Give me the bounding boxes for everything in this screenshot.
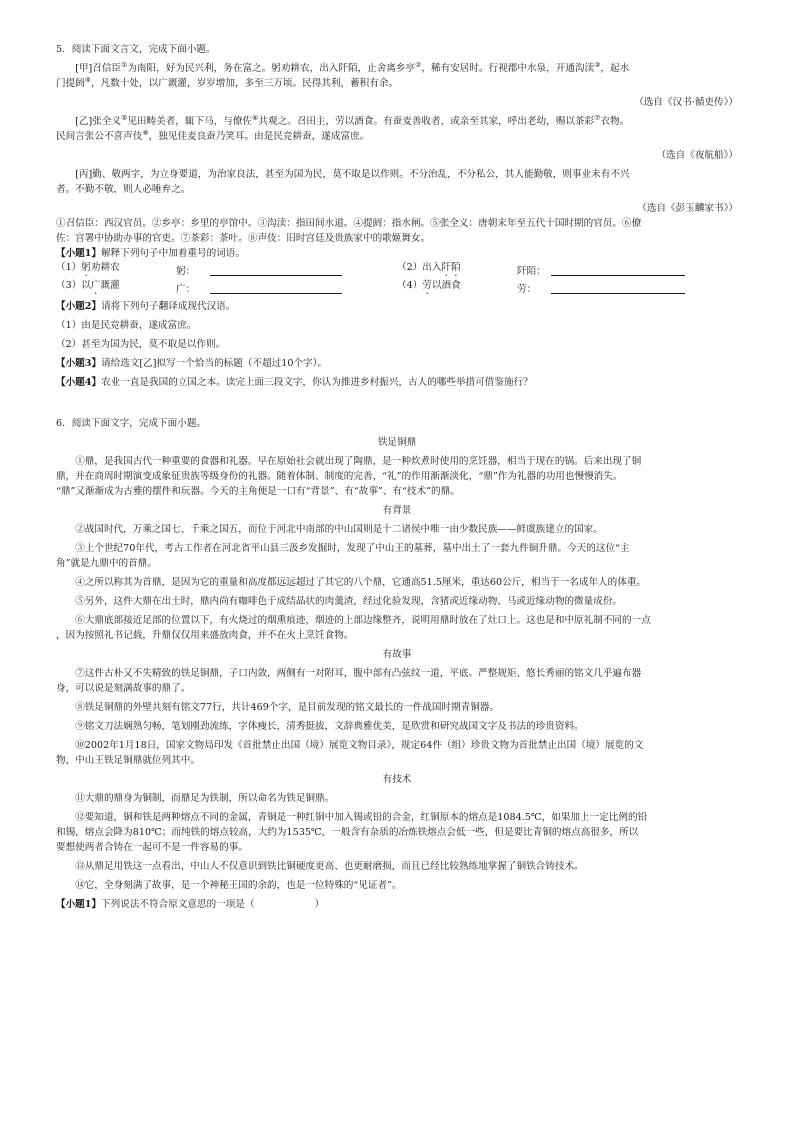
para-1-line2: 鼎，并在商周时期演变成象征贵族等级身份的礼器。随着体制、制度的完善，“礼”的作用渐渐淡化，“鼎”作为礼器的功用也慢慢消失。 <box>56 471 623 482</box>
para-12-line1: ⑫要知道，铜和铁是两种熔点不同的金属，青铜是一种红铜中加入锡或铅的合金，红铜原本的熔点是1084.5℃，如果加上一定比例的铅 <box>75 812 648 823</box>
q6-sub1: 【小题1】下列说法不符合原文意思的一项是（ ） <box>56 899 325 910</box>
para-14: ⑭它，全身刻满了故事，是一个神秘王国的余韵，也是一位特殊的“见证者”。 <box>75 880 402 891</box>
answer-blank-1[interactable] <box>210 274 342 276</box>
sub1-item-3: （3）以广溉灌 广： <box>56 278 397 297</box>
sub1-item-1: （1）躬劝耕农 躬： <box>56 260 397 279</box>
answer-blank-3[interactable] <box>210 292 342 294</box>
answer-blank-2[interactable] <box>551 274 685 276</box>
passage-bing-line1: [丙]勤、敬两字，为立身要道，为治家良法，甚至为国为民，莫不取是以作则。不分治乱，不分私公，其人能勤敬，则事业未有不兴 <box>75 169 630 180</box>
q5-stem: 5．阅读下面文言文，完成下面小题。 <box>56 44 216 55</box>
para-7-line1: ⑦这件古朴又不失精致的铁足铜鼎，子口内敛，两侧有一对附耳，腹中部有凸弦纹一道，平底。严整规矩、悠长秀丽的铭文几乎遍布器 <box>75 668 642 679</box>
section-heading-background: 有背景 <box>382 505 412 516</box>
passage-jia-source: （选自《汉书·循吏传》） <box>634 97 738 108</box>
para-8: ⑧铁足铜鼎的外壁共刻有铭文77行，共计469个字，是目前发现的铭文最长的一件战国时期青铜器。 <box>75 702 500 713</box>
para-3-line2: 角”就是九鼎中的首鼎。 <box>56 558 157 569</box>
passage-jia-line1: [甲]召信臣①为南阳，好为民兴利，务在富之。躬劝耕农，出入阡陌，止舍离乡亭②，稀有安居时。行视郡中水泉，开通沟渎③，起水 <box>75 60 630 74</box>
para-7-line2: 身，可以说是刻满故事的鼎了。 <box>56 683 191 694</box>
q5-sub2-s1: （1）由是民竞耕蚕，遂成富庶。 <box>56 320 197 331</box>
notes-line2: 佐：宫署中协助办事的官吏。⑦茶彩：茶叶。⑧声伎：旧时宫廷及贵族家中的歌姬舞女。 <box>56 233 431 244</box>
para-6-line1: ⑥大鼎底部接近足部的位置以下，有火烧过的烟熏痕迹，烟迹的上部边缘整齐，说明用鼎时放在了灶口上。这也是和中原礼制不同的一点 <box>75 615 651 626</box>
passage-bing-source: （选自《彭玉麟家书》） <box>637 203 738 214</box>
para-1-line1: ①鼎，是我国古代一种重要的食器和礼器。早在原始社会就出现了陶鼎，是一种炊煮时使用的烹饪器，相当于现在的锅。后来出现了铜 <box>75 456 642 467</box>
sub1-item-2: （2）出入阡陌 阡陌： <box>397 260 738 279</box>
para-6-line2: ，因为按照礼书记载，升鼎仅仅用来盛放肉食，并不在火上烹饪食物。 <box>56 630 354 641</box>
section-heading-story: 有故事 <box>382 649 412 660</box>
q6-stem: 6．阅读下面文字，完成下面小题。 <box>56 418 207 429</box>
passage-yi-line2: 民间言张公不喜声伎⑧，独见佳麦良蚕乃笑耳。由是民竞耕蚕，遂成富庶。 <box>56 128 370 142</box>
passage-jia-line2: 门提阏④，凡数十处，以广溉灌，岁岁增加，多至三万顷。民得其利，蓄积有余。 <box>56 75 399 89</box>
para-10-line1: ⑩2002年1月18日，国家文物局印发《首批禁止出国（境）展览文物目录》，规定64件（组）珍贵文物为首批禁止出国（境）展览的文 <box>75 740 644 751</box>
q5-sub3: 【小题3】请给选文[乙]拟写一个恰当的标题（不超过10个字）。 <box>56 358 328 369</box>
passage-yi-line1: [乙]张全义⑤见田畴美者，辄下马，与僚佐⑥共观之。召田主，劳以酒食。有蚕麦善收者，或亲至其家，呼出老幼，赐以茶彩⑦衣物。 <box>75 113 630 127</box>
para-2: ②战国时代，万乘之国七、千乘之国五，而位于河北中南部的中山国则是十二诸侯中唯一由少数民族——鲜虞族建立的国家。 <box>75 524 603 535</box>
q5-sub4: 【小题4】农业一直是我国的立国之本。读完上面三段文字，你认为推进乡村振兴，古人的哪些举措可借鉴施行？ <box>56 377 533 388</box>
sub1-item-4: （4）劳以酒食 劳： <box>397 278 738 297</box>
passage-yi-source: （选自《夜航船》） <box>656 150 738 161</box>
para-11: ⑪大鼎的鼎身为铜制，而鼎足为铁制，所以命名为铁足铜鼎。 <box>75 793 335 804</box>
para-12-line2: 和锡，熔点会降为810℃；而纯铁的熔点较高，大约为1535℃，一般含有杂质的冶炼铁熔点会低一些，但是要比青铜的熔点高很多，所以 <box>56 827 639 838</box>
passage-bing-line2: 者。不勤不敬，则人必唾弃之。 <box>56 184 191 195</box>
para-5: ⑤另外，这件大鼎在出土时，鼎内尚有咖啡色于成结晶状的肉羹渣，经过化验发现，含猪或近缘动物、马或近缘动物的微量成份。 <box>75 596 623 607</box>
section-heading-technique: 有技术 <box>382 774 412 785</box>
para-3-line1: ③上个世纪70年代，考古工作者在河北省平山县三汲乡发掘时，发现了中山王的墓葬，墓中出土了一套九件铜升鼎。今天的这位“主 <box>75 543 630 554</box>
para-9: ⑨铭文刀法娴熟匀畅，笔划刚劲流练，字体瘦长，清秀挺拔，文辞典雅优美，是欣赏和研究战国文字及书法的珍贵资料。 <box>75 721 584 732</box>
q5-sub2-s2: （2）甚至为国为民，莫不取是以作则。 <box>56 339 226 350</box>
article-title: 铁足铜鼎 <box>377 437 417 448</box>
sub1-row-1 <box>56 263 738 279</box>
sub1-row-2 <box>56 281 738 297</box>
notes-line1: ①召信臣：西汉官员。②乡亭：乡里的亭馆中。③沟渎：指田间水道。④提阏：指水闸。⑤张全义：唐朝末年至五代十国时期的官员。⑥僚 <box>56 218 642 229</box>
para-10-line2: 物，中山王铁足铜鼎就位列其中。 <box>56 755 200 766</box>
para-4: ④之所以称其为首鼎，是因为它的重量和高度都远远超过了其它的八个鼎，它通高51.5厘米，重达60公斤，相当于一名成年人的体重。 <box>75 577 647 588</box>
q5-sub1: 【小题1】解释下列句子中加着重号的词语。 <box>56 248 245 259</box>
q5-sub2: 【小题2】请将下列句子翻译成现代汉语。 <box>56 301 236 312</box>
answer-blank-4[interactable] <box>551 292 685 294</box>
para-12-line3: 要想使两者合铸在一起可不是一件容易的事。 <box>56 842 248 853</box>
para-1-line3: “鼎”又渐渐成为古雅的摆件和玩器。今天的主角便是一口有“背景”、有“故事”、有“技术”的鼎。 <box>56 486 460 497</box>
para-13: ⑬从鼎足用铁这一点看出，中山人不仅意识到铁比铜硬度更高、也更耐磨损，而且已经比较熟练地掌握了铜铁合铸技术。 <box>75 861 584 872</box>
